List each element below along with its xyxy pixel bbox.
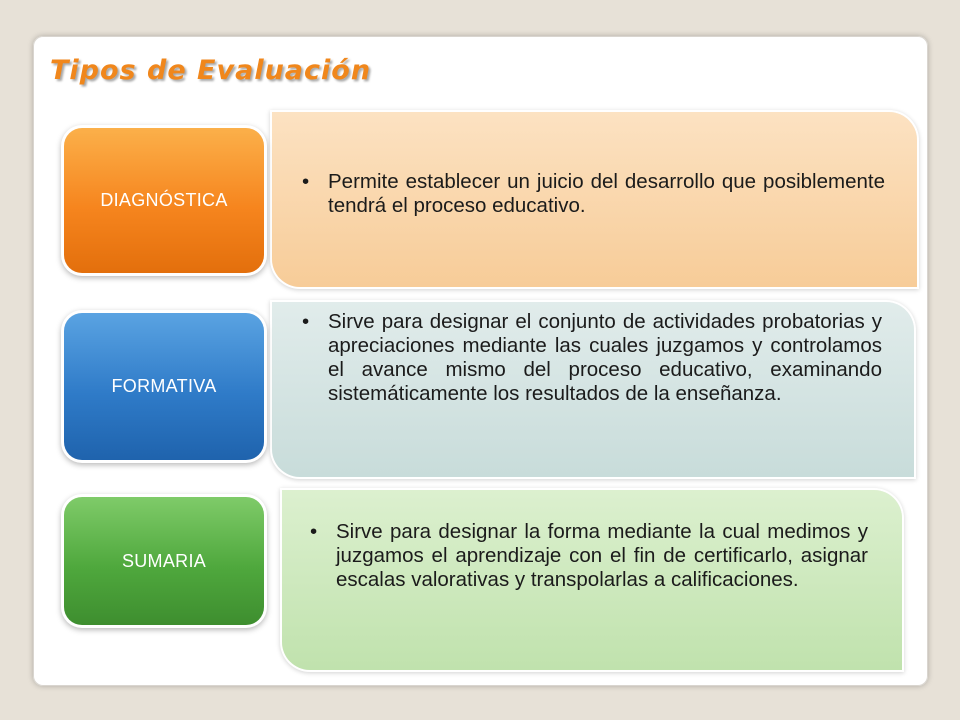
- formativa-label: FORMATIVA: [111, 376, 217, 396]
- slide-title: Tipos de Evaluación: [50, 55, 372, 86]
- formativa-bullet-list: [302, 310, 882, 406]
- diagnostica-description: [302, 170, 885, 218]
- bullet-icon: •: [310, 520, 318, 543]
- diagnostica-description-panel: [272, 112, 917, 287]
- bullet-icon: •: [302, 310, 310, 333]
- bullet-icon: •: [302, 170, 310, 193]
- sumaria-label: SUMARIA: [121, 550, 207, 571]
- sumaria-description-panel: [282, 490, 902, 670]
- sumaria-bullet-list: [310, 520, 868, 592]
- sumaria-description: [310, 520, 868, 592]
- diagnostica-label: DIAGNÓSTICA: [100, 190, 228, 210]
- sumaria-description-text: Sirve para designar la forma mediante la cual medimos y juzgamos el aprendizaje con el fin de certificarlo, asignar escalas valorativas y transpolarlas a calificaciones.: [336, 520, 868, 591]
- formativa-description-text: Sirve para designar el conjunto de actividades probatorias y apreciaciones mediante las cuales juzgamos y controlamos el avance mismo del proceso educativo, examinando sistemáticamente los resultados de la enseñanza.: [328, 310, 882, 405]
- formativa-label-box: [64, 313, 264, 460]
- diagnostica-bullet-list: [302, 170, 885, 218]
- formativa-description: [302, 310, 882, 406]
- diagnostica-label-box: [64, 128, 264, 273]
- formativa-description-panel: [272, 302, 914, 477]
- diagnostica-description-text: Permite establecer un juicio del desarrollo que posiblemente tendrá el proceso educativo.: [328, 170, 885, 217]
- sumaria-label-box: [64, 497, 264, 625]
